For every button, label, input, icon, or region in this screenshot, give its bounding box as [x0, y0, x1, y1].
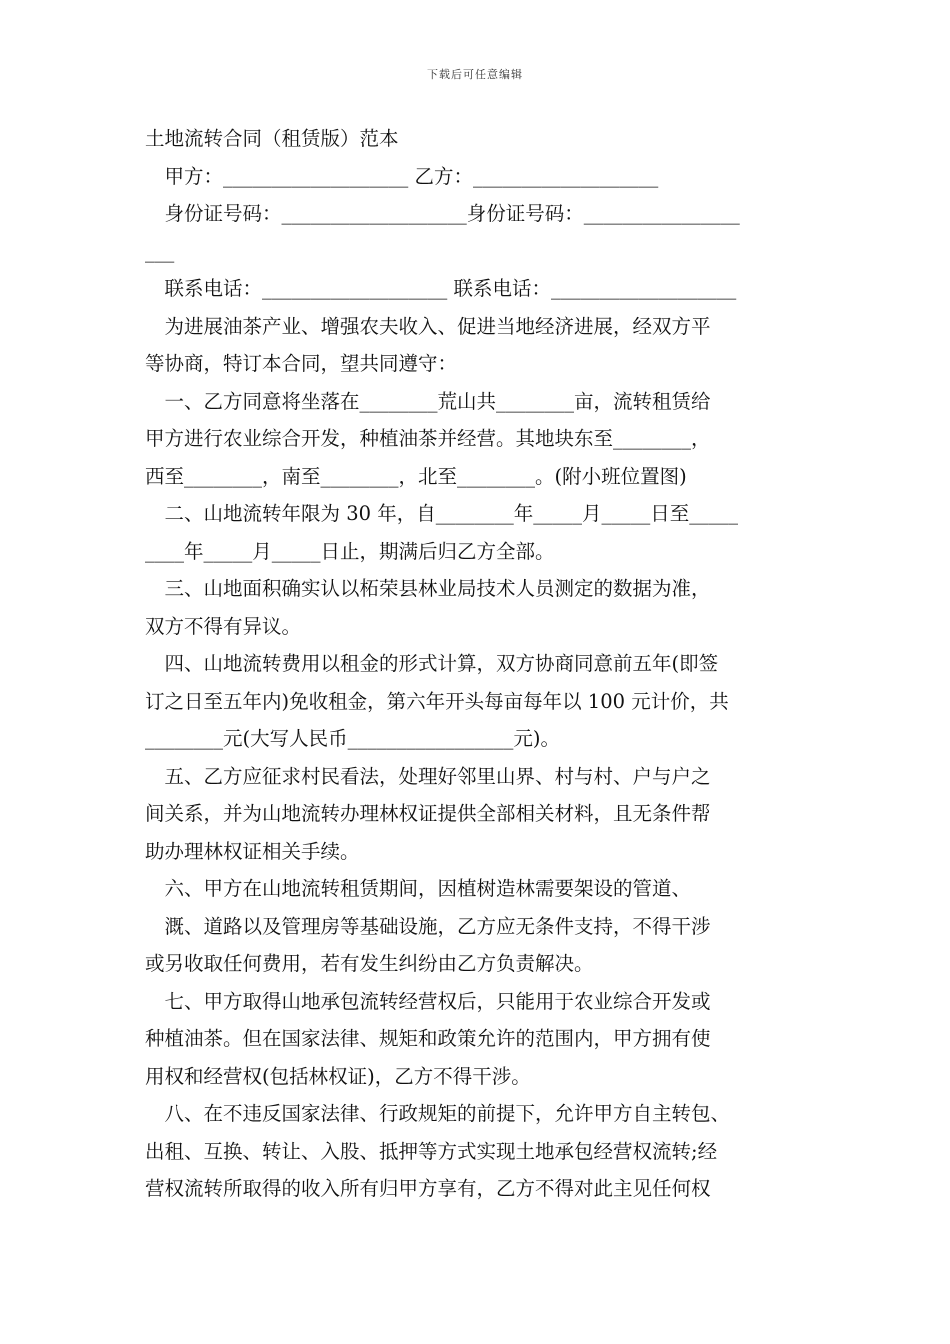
clause-1-line: 西至________，南至________，北至________。(附小班位置图) [145, 464, 687, 488]
party-line: 甲方：___________________ 乙方：___________________ [145, 164, 659, 188]
clause-1-line: 一、乙方同意将坐落在________荒山共________亩，流转租赁给 [145, 389, 711, 413]
clause-2-line: ____年_____月_____日止，期满后归乙方全部。 [145, 539, 555, 563]
clause-4-line: 订之日至五年内)免收租金，第六年开头每亩每年以 100 元计价，共 [145, 689, 729, 713]
clause-7-line: 七、甲方取得山地承包流转经营权后，只能用于农业综合开发或 [145, 989, 711, 1013]
clause-6-line: 六、甲方在山地流转租赁期间，因植树造林需要架设的管道、 [145, 877, 692, 900]
clause-7-line: 用权和经营权(包括林权证)，乙方不得干涉。 [145, 1064, 531, 1088]
document-title: 土地流转合同（租赁版）范本 [145, 127, 399, 150]
clause-4-line: 四、山地流转费用以租金的形式计算，双方协商同意前五年(即签 [145, 652, 719, 675]
document-body [145, 120, 810, 1208]
phone-line: 联系电话：___________________ 联系电话：___________________ [145, 277, 737, 300]
preamble-line: 为进展油茶产业、增强农夫收入、促进当地经济进展，经双方平 [145, 314, 711, 338]
clause-8-line: 出租、互换、转让、入股、抵押等方式实现土地承包经营权流转;经 [145, 1139, 718, 1163]
clause-5-line: 间关系，并为山地流转办理林权证提供全部相关材料，且无条件帮 [145, 802, 711, 825]
clause-8-line: 八、在不违反国家法律、行政规矩的前提下，允许甲方自主转包、 [145, 1102, 731, 1125]
clause-4-line: ________元(大写人民币_________________元)。 [145, 727, 560, 750]
clause-5-line: 五、乙方应征求村民看法，处理好邻里山界、村与村、户与户之 [145, 764, 711, 788]
id-number-line-continued: ___ [145, 239, 175, 263]
preamble-line: 等协商，特订本合同，望共同遵守： [145, 352, 458, 375]
clause-1-line: 甲方进行农业综合开发，种植油茶并经营。其地块东至________， [145, 427, 711, 450]
id-number-line: 身份证号码：___________________身份证号码：________________ [145, 202, 740, 225]
clause-8-line: 营权流转所取得的收入所有归甲方享有，乙方不得对此主见任何权 [145, 1177, 711, 1200]
clause-2-line: 二、山地流转年限为 30 年，自________年_____月_____日至_____ [145, 502, 738, 525]
clause-6-line: 或另收取任何费用，若有发生纠纷由乙方负责解决。 [145, 952, 594, 975]
header-note: 下载后可任意编辑 [427, 68, 523, 81]
clause-7-line: 种植油茶。但在国家法律、规矩和政策允许的范围内，甲方拥有使 [145, 1027, 711, 1050]
clause-6-line: 溉、道路以及管理房等基础设施，乙方应无条件支持，不得干涉 [145, 914, 711, 938]
clause-3-line: 双方不得有异议。 [145, 614, 302, 638]
clause-3-line: 三、山地面积确实认以柘荣县林业局技术人员测定的数据为准， [145, 577, 711, 600]
clause-5-line: 助办理林权证相关手续。 [145, 839, 360, 863]
